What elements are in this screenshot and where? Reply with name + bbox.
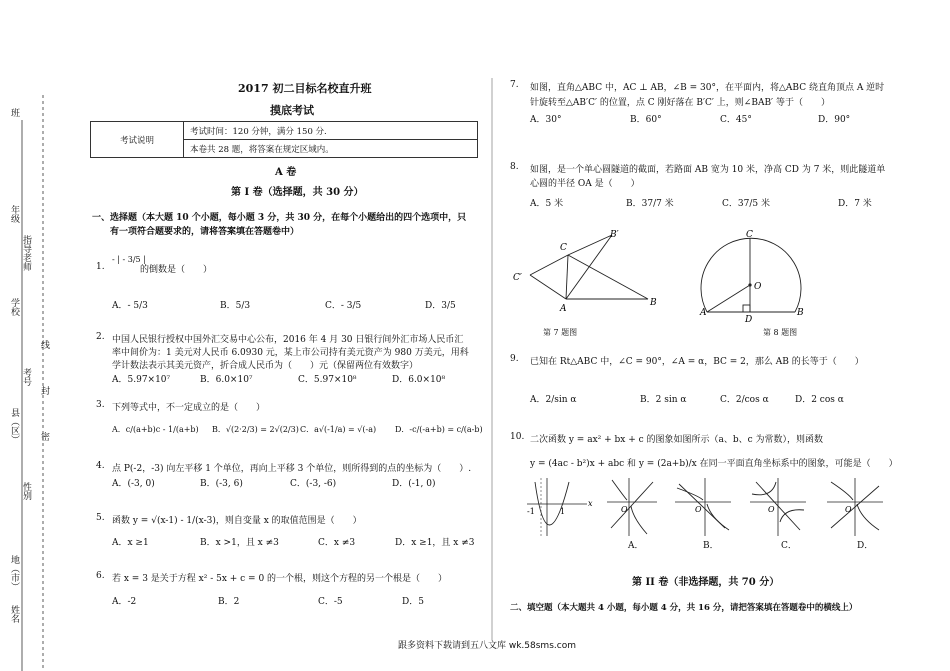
q2-number: 2.	[96, 332, 105, 342]
q8-option-a[interactable]: A．5 米	[530, 199, 564, 209]
grade-label: 年级	[9, 205, 19, 223]
q10-graph-c[interactable]	[750, 478, 806, 536]
seal-line-2: 封	[39, 386, 49, 395]
q7-option-d[interactable]: D．90°	[818, 115, 851, 125]
q1-option-d[interactable]: D．3/5	[425, 301, 456, 311]
teacher-label: 指导老师	[21, 235, 31, 271]
q2-option-b[interactable]: B．6.0×10⁷	[200, 375, 253, 385]
exam-subtitle: 摸底考试	[270, 104, 314, 117]
q4-option-a[interactable]: A．(-3, 0)	[112, 479, 155, 489]
q7-line-1: 如图，直角△ABC 中，AC ⊥ AB，∠B = 30°，在平面内，将△ABC 绕直角顶点 A 逆时	[530, 83, 885, 93]
part1-intro-1: 一、选择题（本大题 10 个小题，每小题 3 分，共 30 分，在每个小题给出的四个选项中，只	[92, 213, 467, 223]
fig8-label-d: D	[745, 315, 753, 325]
q10-label-neg1: -1	[527, 507, 535, 516]
q10-option-c[interactable]: C．	[781, 541, 797, 551]
q1-option-c[interactable]: C．- 3/5	[325, 301, 362, 311]
q3-number: 3.	[96, 400, 105, 410]
q10-option-d[interactable]: D．	[857, 541, 874, 551]
fig7-label-b: B	[650, 298, 657, 308]
q6-text: 若 x = 3 是关于方程 x² - 5x + c = 0 的一个根，则这个方程的另一个根是（ ）	[112, 574, 448, 584]
seal-line-1: 线	[39, 340, 49, 349]
fig7-label-b-prime: B′	[610, 230, 619, 240]
q10-graph-d[interactable]	[827, 478, 883, 536]
fig8-label-c: C	[746, 230, 753, 240]
q1-expr: - | - 3/5 |	[112, 255, 146, 264]
info-row-1: 考试时间：120 分钟，满分 150 分.	[184, 122, 478, 140]
svg-text:O: O	[768, 505, 775, 514]
q9-option-b[interactable]: B．2 sin α	[640, 395, 687, 405]
q6-option-a[interactable]: A．-2	[112, 597, 137, 607]
q6-option-b[interactable]: B．2	[218, 597, 240, 607]
q4-option-c[interactable]: C．(-3, -6)	[290, 479, 337, 489]
q10-number: 10.	[510, 432, 525, 442]
q4-text: 点 P(-2，-3) 向左平移 1 个单位，再向上平移 3 个单位，则所得到的点的坐标为（ ）.	[112, 464, 472, 474]
q6-option-c[interactable]: C．-5	[318, 597, 343, 607]
q7-caption: 第 7 题图	[543, 328, 578, 337]
part2-title: 第 II 卷（非选择题，共 70 分）	[632, 577, 780, 588]
q8-option-b[interactable]: B．37/7 米	[626, 199, 674, 209]
q8-line-1: 如图，是一个单心圆隧道的截面，若路面 AB 宽为 10 米，净高 CD 为 7 米，则此隧道单	[530, 165, 886, 175]
q4-option-b[interactable]: B．(-3, 6)	[200, 479, 243, 489]
q8-number: 8.	[510, 162, 519, 172]
part1-title: 第 I 卷（选择题，共 30 分）	[231, 187, 364, 198]
q10-option-b[interactable]: B．	[703, 541, 719, 551]
seal-line-3: 密	[39, 432, 49, 441]
q3-option-c[interactable]: C．a√(-1/a) = √(-a)	[300, 425, 377, 434]
q9-option-c[interactable]: C．2/cos α	[720, 395, 769, 405]
q9-number: 9.	[510, 354, 519, 364]
q10-line-1: 二次函数 y = ax² + bx + c 的图象如图所示（a、b、c 为常数），则函数	[530, 435, 824, 445]
info-label: 考试说明	[91, 122, 184, 158]
q6-option-d[interactable]: D．5	[402, 597, 424, 607]
q7-line-2: 针旋转至△AB′C′ 的位置，点 C 刚好落在 B′C′ 上，则∠BAB′ 等于（ ）	[530, 98, 830, 108]
q10-label-one: 1	[560, 507, 566, 516]
part2-intro: 二、填空题（本大题共 4 小题，每小题 4 分，共 16 分，请把答案填在答题卷中的横线上）	[510, 603, 858, 613]
q7-option-c[interactable]: C．45°	[720, 115, 752, 125]
svg-text:O: O	[621, 505, 628, 514]
city-label: 地（市）	[9, 555, 19, 591]
q1-option-a[interactable]: A．- 5/3	[112, 301, 148, 311]
q10-graphs	[525, 478, 885, 538]
q1-option-b[interactable]: B．5/3	[220, 301, 251, 311]
info-table	[90, 121, 478, 158]
fig8-label-b: B	[797, 308, 804, 318]
q10-label-x: x	[588, 499, 593, 508]
info-row-2: 本卷共 28 题，将答案在规定区域内。	[184, 140, 478, 158]
q2-line-2: 率中间价为：1 美元对人民币 6.0930 元，某上市公司持有美元资产为 980 万美元，用科	[112, 348, 469, 358]
q3-text: 下列等式中，不一定成立的是（ ）	[112, 403, 266, 413]
class-label: 班	[9, 108, 19, 117]
q7-number: 7.	[510, 80, 519, 90]
q5-option-c[interactable]: C．x ≠3	[318, 538, 356, 548]
q5-option-a[interactable]: A．x ≥1	[112, 538, 149, 548]
q8-caption: 第 8 题图	[763, 328, 798, 337]
svg-text:O: O	[695, 505, 702, 514]
q1-text: 的倒数是（ ）	[140, 265, 213, 275]
svg-text:O: O	[845, 505, 852, 514]
q9-text: 已知在 Rt△ABC 中，∠C = 90°，∠A = α，BC = 2，那么 AB 的长等于（ ）	[530, 357, 864, 367]
fig7-label-c: C	[560, 243, 567, 253]
county-label: 县（区）	[9, 408, 19, 444]
fig8-label-a: A	[700, 308, 707, 318]
gender-label: 性别	[21, 482, 31, 500]
q5-option-b[interactable]: B．x >1，且 x ≠3	[200, 538, 279, 548]
q6-number: 6.	[96, 571, 105, 581]
q8-line-2: 心圆的半径 OA 是（ ）	[530, 179, 640, 189]
q10-line-2: y = (4ac - b²)x + abc 和 y = (2a+b)/x 在同一平面直角坐标系中的图象，可能是（ ）	[530, 459, 898, 469]
q10-graph-a[interactable]	[607, 478, 657, 536]
q9-option-d[interactable]: D．2 cos α	[795, 395, 844, 405]
q3-option-a[interactable]: A．c/(a+b)c - 1/(a+b)	[112, 425, 199, 434]
fig7-label-a: A	[560, 304, 567, 314]
q7-option-b[interactable]: B．60°	[630, 115, 662, 125]
q5-text: 函数 y = √(x-1) - 1/(x-3)，则自变量 x 的取值范围是（ ）	[112, 516, 362, 526]
q4-number: 4.	[96, 461, 105, 471]
q2-line-3: 学计数法表示其美元资产，折合成人民币为（ ）元（保留两位有效数字）	[112, 361, 419, 371]
q8-option-d[interactable]: D．7 米	[838, 199, 872, 209]
fig8-label-o: O	[754, 282, 762, 292]
exam-title: 2017 初二目标名校直升班	[238, 82, 372, 95]
q2-option-a[interactable]: A．5.97×10⁷	[112, 375, 171, 385]
figure-7	[510, 225, 670, 325]
q3-option-b[interactable]: B．√(2·2/3) = 2√(2/3)	[212, 425, 299, 434]
figure-8	[700, 230, 820, 325]
q2-option-d[interactable]: D．6.0×10⁸	[392, 375, 446, 385]
q2-option-c[interactable]: C．5.97×10⁸	[298, 375, 357, 385]
q10-graph-b[interactable]	[675, 478, 731, 536]
q7-option-a[interactable]: A．30°	[530, 115, 562, 125]
q2-line-1: 中国人民银行授权中国外汇交易中心公布，2016 年 4 月 30 日银行间外汇市场人民币汇	[112, 335, 464, 345]
q10-option-a[interactable]: A．	[628, 541, 644, 551]
q3-option-d[interactable]: D．-c/(-a+b) = c/(a-b)	[395, 425, 483, 434]
school-label: 学校	[9, 298, 19, 316]
q4-option-d[interactable]: D．(-1, 0)	[392, 479, 436, 489]
fig7-label-c-prime: C′	[513, 273, 522, 283]
q9-option-a[interactable]: A．2/sin α	[530, 395, 577, 405]
q5-option-d[interactable]: D．x ≥1，且 x ≠3	[395, 538, 475, 548]
q1-number: 1.	[96, 262, 105, 272]
q10-parabola-graph	[527, 478, 593, 536]
q5-number: 5.	[96, 513, 105, 523]
q8-option-c[interactable]: C．37/5 米	[722, 199, 770, 209]
footer-text: 跟多资料下载请到五八文库 wk.58sms.com	[398, 641, 576, 651]
section-a: A 卷	[275, 167, 297, 178]
name-label: 姓名	[9, 605, 19, 623]
part1-intro-2: 有一项符合题要求的，请将答案填在答题卷中）	[110, 227, 300, 237]
exam-no-label: 考号	[21, 368, 31, 386]
